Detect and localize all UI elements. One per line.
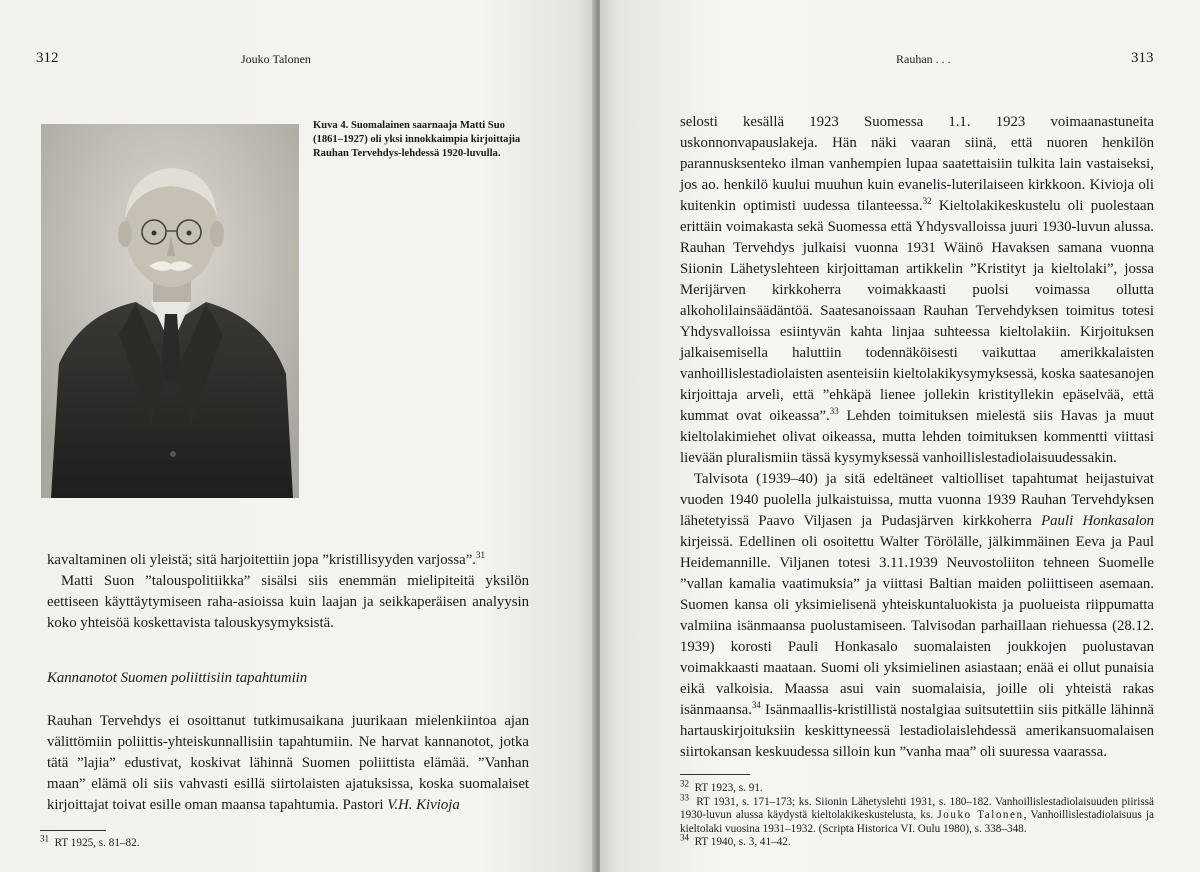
footnote-text: RT 1931, s. 171–173; ks. Siionin Lähetyslehti 1931, s. 180–182. Vanhoillislestadiolaisuuden piirissä 1930-luvun alussa käydystä kieltolakikeskustelusta, ks.: [680, 795, 1154, 821]
paragraph-text: kavaltaminen oli yleistä; sitä harjoitettiin jopa ”kristillisyyden varjossa”.: [47, 552, 477, 568]
paragraph-text: Lehden toimituksen mielestä siis Havas ja muut kieltolakimiehet olivat oikeassa, mutta lehden toimituksen kommentti viittasi lievään pluralismiin tässä kysymyksessä vanhoillislestadiolaisuudessakin.: [680, 408, 1154, 466]
paragraph: [680, 469, 1154, 763]
person-name: Pauli Honkasalon: [1041, 513, 1154, 529]
body-text: [680, 112, 1154, 763]
paragraph-text: Talvisota (1939–40) ja sitä edeltäneet valtiolliset tapahtumat heijastuivat vuoden 1940 puolella julkaistuissa, mutta vuonna 1939 Rauhan Tervehdyksen lähetetyissä Paavo Viljasen ja Pudasjärven kirkkoherra: [680, 471, 1154, 529]
body-text-top: [47, 550, 529, 634]
author-name: Jouko Talonen: [937, 809, 1024, 821]
footnote-mark: 33: [680, 791, 689, 802]
footnotes: [40, 833, 520, 851]
paragraph-text: Isänmaallis-kristillistä nostalgiaa suitsutettiin siis pitkälle lähinnä hartauskirjoituksiin keskittyneessä lestadiolaislehdessä amerikansuomalaisen siirtokansan keskuudessa silloin kun ”vanha maa” oli suuressa vaarassa.: [680, 702, 1154, 760]
running-head: Rauhan . . .: [896, 52, 951, 66]
footnote-rule: [40, 830, 106, 831]
paragraph-text: Rauhan Tervehdys ei osoittanut tutkimusaikana juurikaan mielenkiintoa ajan välittömiin poliittis-yhteiskunnallisiin tapahtumiin. Ne harvat kannanotot, jotka tätä ”lajia” edustivat, koskivat lähinnä Suomen poliittista elämää. ”Vanhan maan” elämä oli siis vahvasti esillä siirtolaisten ajatuksissa, koska suomalaiset kirjoittajat toivat esille oman maansa tapahtumia. Pastori: [47, 713, 529, 813]
footnote-text: RT 1940, s. 3, 41–42.: [694, 836, 791, 848]
footnote-ref[interactable]: 32: [922, 196, 932, 207]
running-head: Jouko Talonen: [241, 52, 311, 66]
footnote-text: , Vanhoillislestadiolaisuus ja kieltolaki vuosina 1931–1932. (Scripta Historica VI. Oulu 1980), s. 338–348.: [680, 809, 1154, 835]
paragraph-text: Kieltolakikeskustelu oli puolestaan erittäin voimakasta sekä Suomessa että Yhdysvalloissa juuri 1930-luvun alussa. Rauhan Tervehdys julkaisi vuonna 1931 Wäinö Havaksen samana vuonna Siionin Lähetyslehteen kirjoittaman artikkelin ”Kristityt ja kieltolaki”, jossa Merijärven kirkkoherra voimakkaasti puolsi voimassa ollutta alkoholilainsäädäntöä. Saatesanoissaan Rauhan Tervehdyksen toimitus totesi Yhdysvalloissa esiintyvän kahta linjaa suhteessa kieltolakiin. Kirjoituksen jalkaisemisella haluttiin todennäköisesti vaikuttaa amerikkalaisten vanhoillislestadiolaisten asenteisiin kieltolakikysymyksessä, koska saatesanojen kirjoittaja arveli, että ”ehkäpä lienee jollekin kristityllekin epäselvää, että kummat ovat oikeassa”.: [680, 198, 1154, 424]
footnote-mark: 32: [680, 778, 689, 789]
page-number: 313: [1131, 50, 1154, 66]
footnote-ref[interactable]: 31: [476, 550, 486, 561]
person-name: V.H. Kivioja: [387, 797, 460, 813]
left-page: [0, 0, 596, 872]
footnote-rule: [680, 774, 750, 775]
paragraph-text: selosti kesällä 1923 Suomessa 1.1. 1923 voimaanastuneita uskonnonvapauslakeja. Hän näki vaaran siinä, että nuoren henkilön parannusksenteko ilman vanhempien lupaa saatettaisiin tulkita lain vastaiseksi, jos ao. henkilö kuului muuhun kuin evanelis-luterilaiseen kirkkoon. Kivioja oli kuitenkin optimisti uudessa tilanteessa.: [680, 114, 1154, 214]
footnote-34: [680, 832, 1154, 850]
page-number: 312: [36, 50, 59, 66]
paragraph: [47, 711, 529, 816]
footnote-31: [40, 833, 520, 851]
footnote-ref[interactable]: 33: [829, 406, 839, 417]
footnote-text: RT 1925, s. 81–82.: [54, 837, 140, 849]
paragraph: [680, 112, 1154, 469]
footnote-33: [680, 791, 1154, 837]
body-text-bottom: [47, 711, 529, 816]
paragraph: [47, 550, 529, 571]
right-page: [600, 0, 1200, 872]
footnote-mark: 34: [680, 832, 689, 843]
footnote-text: RT 1923, s. 91.: [694, 782, 763, 794]
paragraph: Matti Suon ”talouspolitiikka” sisälsi siis enemmän mielipiteitä yksilön eettiseen käyttäytymiseen raha-asioissa kuin laajan ja seikkaperäisen analyysin koko yhteisöä koskettavista talouskysymyksistä.: [47, 573, 529, 631]
paragraph-text: kirjeissä. Edellinen oli osoitettu Walter Törölälle, jälkimmäinen Eeva ja Paul Heidemannille. Viljanen totesi 3.11.1939 Neuvostoliiton tehneen Suomelle ”vallan kamalia vaatimuksia” ja viittasi Baltian maiden poliittiseen asemaan. Suomen kansa oli yksimielisenä yhteiskuntaluokista ja puolueista riippumatta valmiina isänmaansa puolustamiseen. Talvisodan parhaillaan riehuessa (28.12. 1939) korosti Pauli Honkasalo suomalaisten joukkojen puolustavan voimakkaasti maataan. Suomi oli yksimielinen asiastaan; enää ei ollut punaisia eikä valkoisia. Maassa asui vain suomalaisia, joille oli yhteistä rakas isänmaansa.: [680, 534, 1154, 718]
footnotes: [680, 778, 1154, 850]
portrait-illustration: [41, 124, 299, 498]
footnote-mark: 31: [40, 833, 49, 844]
footnote-32: [680, 778, 1154, 796]
footnote-ref[interactable]: 34: [751, 700, 761, 711]
portrait-photo: [41, 124, 299, 498]
figure-caption: Kuva 4. Suomalainen saarnaaja Matti Suo (1861–1927) oli yksi innokkaimpia kirjoittajia Rauhan Tervehdys-lehdessä 1920-luvulla.: [313, 120, 521, 159]
section-heading: Kannanotot Suomen poliittisiin tapahtumiin: [47, 670, 308, 686]
